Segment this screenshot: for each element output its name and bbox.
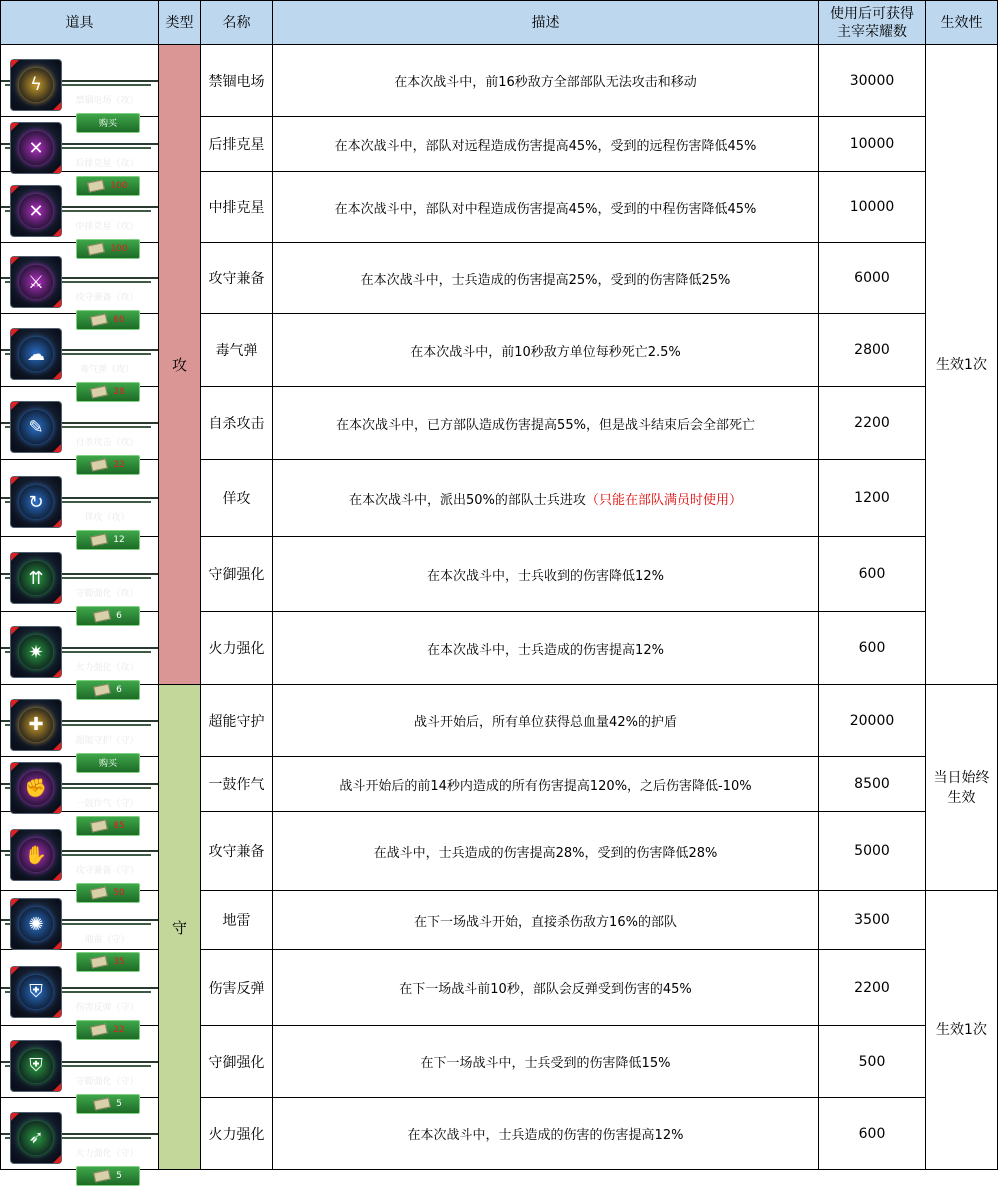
item-name: 火力强化: [201, 612, 273, 685]
item-description: 在本次战斗中，士兵造成的伤害的伤害提高12%: [273, 1098, 819, 1170]
icon-glyph: ϟ: [19, 68, 53, 102]
table-row: [1, 950, 998, 1026]
icon-glyph: ⚔: [19, 265, 53, 299]
item-description: 在下一场战斗开始，直接杀伤敌方16%的部队: [273, 891, 819, 950]
table-row: [1, 460, 998, 537]
use-ticket-button[interactable]: [76, 680, 140, 700]
item-name: 地雷: [201, 891, 273, 950]
lightning-ring-icon: [10, 59, 62, 111]
ticket-count: 12: [113, 535, 125, 545]
item-card: [1, 137, 158, 191]
item-card: [1, 714, 158, 769]
honor-count: 500: [819, 1026, 926, 1098]
ticket-icon: [93, 1097, 111, 1110]
ticket-count: 85: [113, 821, 125, 831]
item-card: [1, 777, 158, 831]
item-name: 火力强化: [201, 1098, 273, 1170]
item-card: [1, 416, 158, 470]
item-card-frame: [5, 74, 151, 129]
ticket-icon: [90, 1023, 108, 1036]
item-description: 在本次战斗中，部队对中程造成伤害提高45%，受到的中程伤害降低45%: [273, 172, 819, 243]
item-description: 战斗开始后，所有单位获得总血量42%的护盾: [273, 685, 819, 757]
super-guard-icon: [10, 699, 62, 751]
item-description: 在下一场战斗中，士兵受到的伤害降低15%: [273, 1026, 819, 1098]
honor-count: 6000: [819, 243, 926, 314]
header-item: 道具: [1, 1, 159, 45]
item-name: 攻守兼备: [201, 243, 273, 314]
item-card-frame: [5, 1127, 151, 1181]
honor-count: 10000: [819, 117, 926, 172]
use-ticket-button[interactable]: [76, 239, 140, 259]
ticket-count: 100: [110, 244, 128, 254]
ticket-count: 35: [113, 957, 125, 967]
use-ticket-button[interactable]: [76, 382, 140, 402]
item-card: [1, 913, 158, 967]
item-card-title: 攻守兼备（守）: [75, 866, 139, 876]
table-row: [1, 537, 998, 612]
buy-button-label: 购买: [98, 759, 117, 769]
table-row: [1, 612, 998, 685]
icon-glyph: ✚: [19, 708, 53, 742]
header-effect: 生效性: [926, 1, 998, 45]
table-row: [1, 685, 998, 757]
item-card-frame: [5, 567, 151, 621]
table-row: [1, 243, 998, 314]
honor-count: 2200: [819, 387, 926, 460]
ticket-icon: [88, 179, 106, 192]
ticket-icon: [90, 886, 108, 899]
icon-glyph: ⛨: [19, 975, 53, 1009]
effect-allday-line1: 当日始终: [933, 769, 990, 786]
table-row: [1, 387, 998, 460]
effect-allday-line2: 生效: [947, 789, 976, 806]
item-card: [1, 641, 158, 695]
item-card-frame: [5, 913, 151, 967]
feint-arrow-icon: [10, 476, 62, 528]
ticket-count: 50: [113, 888, 125, 898]
ticket-count: 100: [110, 181, 128, 191]
item-card-frame: [5, 981, 151, 1035]
item-card-title: 火力强化（攻）: [75, 663, 139, 673]
icon-glyph: ✕: [19, 131, 53, 165]
item-name: 伤害反弹: [201, 950, 273, 1026]
item-name: 毒气弹: [201, 314, 273, 387]
item-description: 在本次战斗中，前10秒敌方单位每秒死亡2.5%: [273, 314, 819, 387]
use-ticket-button[interactable]: [76, 530, 140, 550]
icon-glyph: ✷: [19, 635, 53, 669]
ticket-icon: [90, 955, 108, 968]
cannon-icon: [10, 1112, 62, 1164]
use-ticket-button[interactable]: [76, 310, 140, 330]
honor-count: 20000: [819, 685, 926, 757]
ticket-icon: [93, 1169, 111, 1182]
item-card-title: 一鼓作气（守）: [75, 799, 139, 809]
item-card: [1, 271, 158, 325]
item-card-title: 攻守兼备（攻）: [75, 293, 139, 303]
item-card-title: 守御强化（守）: [75, 1076, 139, 1087]
item-card-title: 后排克星（攻）: [75, 159, 139, 169]
ticket-icon: [90, 458, 108, 471]
item-card: [1, 74, 158, 129]
item-card-frame: [5, 714, 151, 769]
reflect-shield-icon: [10, 966, 62, 1018]
item-card-frame: [5, 777, 151, 831]
item-name: 佯攻: [201, 460, 273, 537]
ticket-icon: [90, 385, 108, 398]
use-ticket-button[interactable]: [76, 1166, 140, 1186]
gas-bomb-icon: [10, 328, 62, 380]
gauntlet-icon: [10, 829, 62, 881]
item-card-title: 自杀攻击（攻）: [75, 438, 139, 448]
icon-glyph: ⇈: [19, 561, 53, 595]
use-ticket-button[interactable]: [76, 883, 140, 903]
ticket-count: 28: [113, 387, 125, 397]
syringe-icon: [10, 401, 62, 453]
table-row: [1, 891, 998, 950]
item-description: 战斗开始后的前14秒内造成的所有伤害提高120%，之后伤害降低-10%: [273, 757, 819, 812]
icon-glyph: ✊: [19, 771, 53, 805]
buy-button-label: 购买: [98, 119, 117, 129]
item-card: [1, 844, 158, 898]
use-ticket-button[interactable]: [76, 1020, 140, 1040]
sword-shield-icon: [10, 256, 62, 308]
item-name: 超能守护: [201, 685, 273, 757]
honor-count: 5000: [819, 812, 926, 891]
item-description: 在本次战斗中，已方部队造成伤害提高55%，但是战斗结束后会全部死亡: [273, 387, 819, 460]
item-name: 一鼓作气: [201, 757, 273, 812]
ticket-icon: [93, 683, 111, 696]
item-card-frame: [5, 200, 151, 254]
header-type: 类型: [159, 1, 201, 45]
item-card-frame: [5, 1055, 151, 1109]
item-card-frame: [5, 491, 151, 545]
ticket-icon: [88, 242, 106, 255]
item-card-title: 火力强化（守）: [75, 1148, 139, 1159]
item-card-title: 伤害反弹（守）: [75, 1002, 139, 1013]
ticket-count: 60: [113, 315, 125, 325]
honor-count: 10000: [819, 172, 926, 243]
use-ticket-button[interactable]: [76, 176, 140, 196]
desc-paren-close: ）: [728, 492, 742, 508]
icon-glyph: ✕: [19, 194, 53, 228]
honor-count: 8500: [819, 757, 926, 812]
landmine-icon: [10, 898, 62, 950]
item-description: 在本次战斗中，部队对远程造成伤害提高45%，受到的远程伤害降低45%: [273, 117, 819, 172]
item-name: 攻守兼备: [201, 812, 273, 891]
table-row: [1, 172, 998, 243]
icon-glyph: ➶: [19, 1121, 53, 1155]
defense-shield-icon: [10, 1040, 62, 1092]
use-ticket-button[interactable]: [76, 816, 140, 836]
item-card-frame: [5, 844, 151, 898]
desc-paren-open: （: [585, 492, 599, 508]
header-name: 名称: [201, 1, 273, 45]
ticket-count: 5: [116, 1098, 122, 1109]
use-ticket-button[interactable]: [76, 1094, 140, 1114]
use-ticket-button[interactable]: [76, 606, 140, 626]
table-row: [1, 45, 998, 117]
crossed-arrows-icon: [10, 122, 62, 174]
desc-warning: 只能在部队满员时使用: [598, 492, 729, 508]
honor-count: 600: [819, 537, 926, 612]
item-card: [1, 200, 158, 254]
use-ticket-button[interactable]: [76, 455, 140, 475]
ticket-icon: [90, 533, 108, 546]
item-name: 自杀攻击: [201, 387, 273, 460]
ticket-count: 5: [116, 1170, 122, 1181]
crossed-spears-icon: [10, 185, 62, 237]
item-card-frame: [5, 416, 151, 470]
item-description: 在本次战斗中，士兵造成的伤害提高25%，受到的伤害降低25%: [273, 243, 819, 314]
honor-count: 2200: [819, 950, 926, 1026]
ticket-icon: [93, 609, 111, 622]
use-ticket-button[interactable]: [76, 952, 140, 972]
fire-burst-icon: [10, 626, 62, 678]
type-defense: 守: [159, 685, 201, 1170]
icon-glyph: ✺: [19, 907, 53, 941]
item-name: 守御强化: [201, 1026, 273, 1098]
effect-attack-once: 生效1次: [926, 45, 998, 685]
effect-defense-allday: [926, 685, 998, 891]
icon-glyph: ⛨: [19, 1049, 53, 1083]
honor-count: 3500: [819, 891, 926, 950]
honor-count: 600: [819, 1098, 926, 1170]
icon-glyph: ☁: [19, 337, 53, 371]
table-row: [1, 314, 998, 387]
item-card-title: 中排克星（攻）: [75, 222, 139, 232]
item-card: [1, 491, 158, 545]
honor-count: 2800: [819, 314, 926, 387]
item-card-title: 禁锢电场（攻）: [75, 95, 139, 106]
honor-count: 1200: [819, 460, 926, 537]
item-card-title: 守御强化（攻）: [75, 589, 139, 599]
ticket-icon: [90, 819, 108, 832]
buy-button[interactable]: [76, 753, 140, 773]
item-description: 在本次战斗中，前16秒敌方全部部队无法攻击和移动: [273, 45, 819, 117]
table-row: [1, 1026, 998, 1098]
item-description: [273, 460, 819, 537]
table-row: [1, 117, 998, 172]
effect-defense-once: 生效1次: [926, 891, 998, 1170]
item-card-title: 佯攻（攻）: [84, 513, 130, 523]
header-honor-line1: 使用后可获得: [830, 5, 914, 22]
item-card-frame: [5, 641, 151, 695]
item-description: 在下一场战斗前10秒，部队会反弹受到伤害的45%: [273, 950, 819, 1026]
icon-glyph: ✎: [19, 410, 53, 444]
honor-count: 600: [819, 612, 926, 685]
item-description: 在战斗中，士兵造成的伤害提高28%，受到的伤害降低28%: [273, 812, 819, 891]
honor-count: 30000: [819, 45, 926, 117]
type-attack: 攻: [159, 45, 201, 685]
item-card: [1, 1055, 158, 1109]
item-card-frame: [5, 137, 151, 191]
item-card: [1, 567, 158, 621]
item-description: 在本次战斗中，士兵造成的伤害提高12%: [273, 612, 819, 685]
item-name: 后排克星: [201, 117, 273, 172]
item-card-frame: [5, 271, 151, 325]
item-name: 中排克星: [201, 172, 273, 243]
table-row: [1, 757, 998, 812]
icon-glyph: ↻: [19, 485, 53, 519]
item-card-title: 地雷（守）: [84, 935, 130, 945]
ticket-count: 6: [116, 611, 122, 621]
desc-main: 在本次战斗中，派出50%的部队士兵进攻: [349, 492, 586, 508]
ticket-count: 6: [116, 685, 122, 695]
item-card: [1, 981, 158, 1035]
item-name: 守御强化: [201, 537, 273, 612]
item-card: [1, 1127, 158, 1181]
item-name: 禁锢电场: [201, 45, 273, 117]
ticket-count: 22: [113, 460, 125, 470]
item-description: 在本次战斗中，士兵收到的伤害降低12%: [273, 537, 819, 612]
item-cell: [1, 45, 159, 129]
item-card: [1, 343, 158, 397]
icon-glyph: ✋: [19, 838, 53, 872]
item-card-title: 毒气弹（攻）: [79, 365, 134, 375]
header-honor-line2: 主宰荣耀数: [837, 23, 907, 40]
header-honor: [819, 1, 926, 45]
table-row: [1, 1098, 998, 1170]
header-row: [1, 1, 998, 45]
fist-icon: [10, 762, 62, 814]
ticket-icon: [90, 313, 108, 326]
buy-button[interactable]: [76, 113, 140, 133]
item-card-frame: [5, 343, 151, 397]
shield-arrows-icon: [10, 552, 62, 604]
item-card-title: 超能守护（守）: [75, 735, 139, 746]
table-row: [1, 812, 998, 891]
ticket-count: 22: [113, 1024, 125, 1035]
header-desc: 描述: [273, 1, 819, 45]
